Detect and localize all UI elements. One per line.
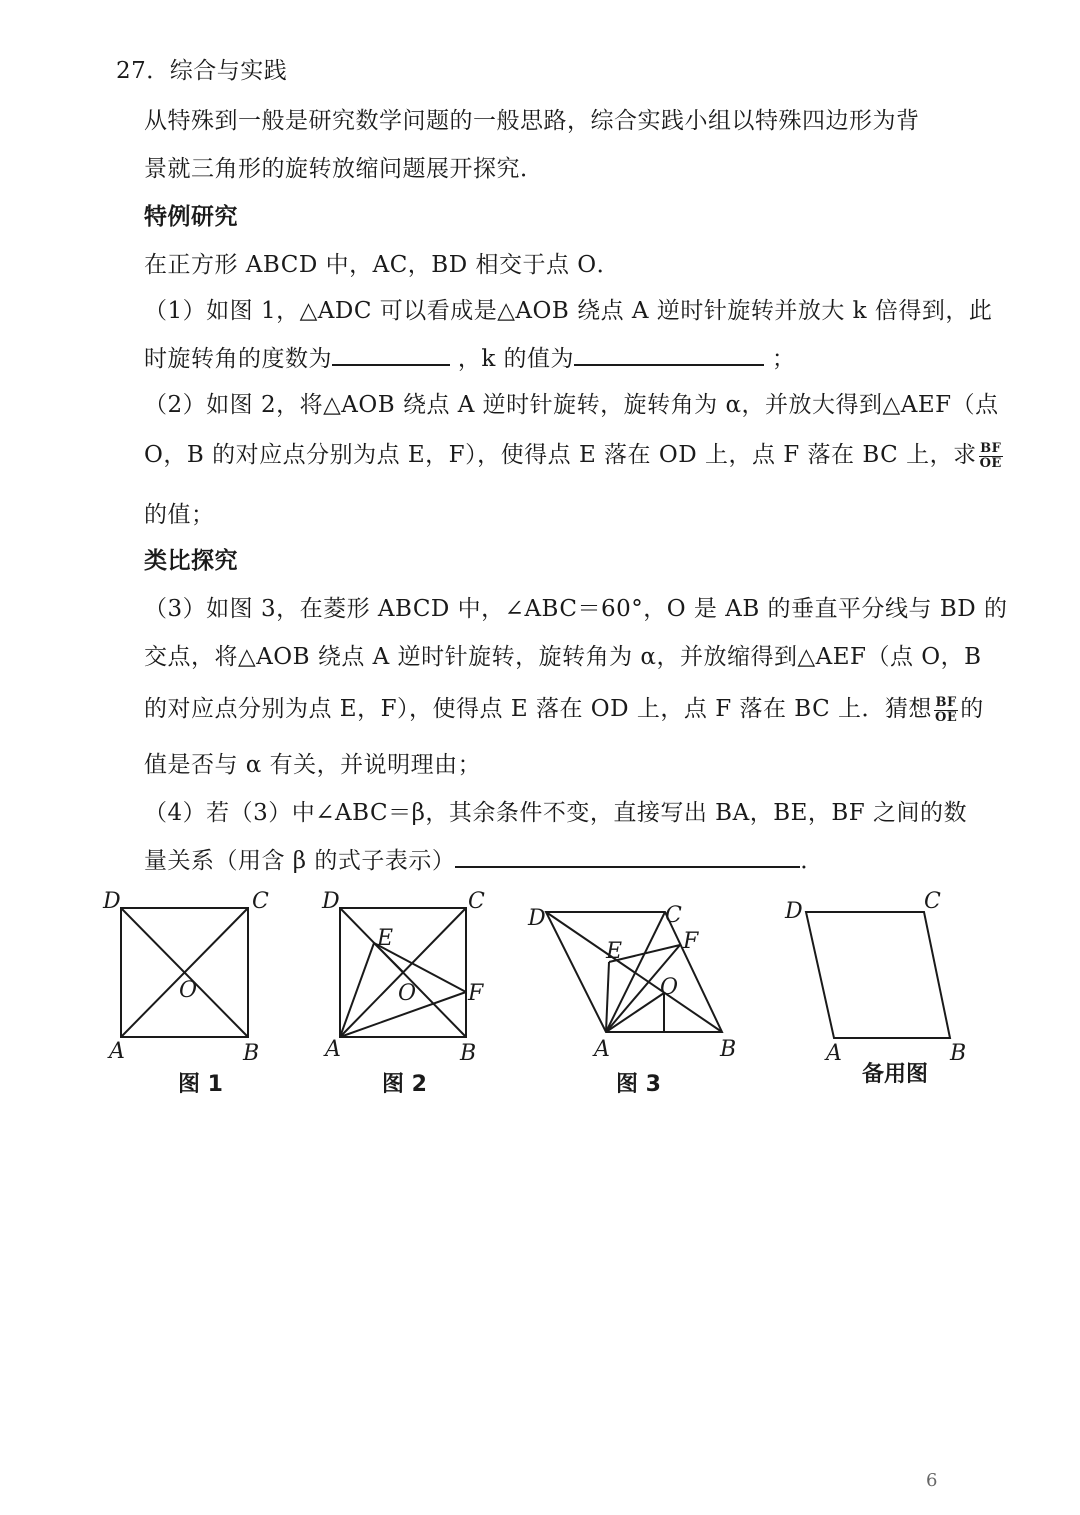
fig3-label-c: C	[665, 903, 682, 928]
fig4-label-d: D	[785, 899, 803, 924]
fig4-caption: 备用图	[862, 1062, 929, 1087]
intro-line-1: 从特殊到一般是研究数学问题的一般思路，综合实践小组以特殊四边形为背	[144, 108, 920, 134]
section-heading-special-case: 特例研究	[144, 203, 238, 230]
section-heading-analogy: 类比探究	[144, 547, 238, 574]
fig4-rhombus-outline	[806, 912, 950, 1038]
fig1-label-b: B	[243, 1041, 260, 1066]
fig2-label-b: B	[460, 1041, 477, 1066]
intro-line-2: 景就三角形的旋转放缩问题展开探究．	[144, 156, 544, 182]
fig1-label-a: A	[109, 1039, 125, 1064]
fig2-segment-ae	[340, 943, 374, 1037]
q3-line-1: （3）如图 3，在菱形 ABCD 中，∠ABC＝60°，O 是 AB 的垂直平分线与 BD 的	[144, 596, 1008, 622]
fig4-label-b: B	[950, 1041, 967, 1066]
q2-line-1: （2）如图 2，将△AOB 绕点 A 逆时针旋转，旋转角为 α，并放大得到△AEF（点	[144, 392, 999, 418]
q3-text-a: 的对应点分别为点 E，F），使得点 E 落在 OD 上，点 F 落在 BC 上．猜想	[144, 696, 933, 722]
figure-4-spare-rhombus	[806, 912, 950, 1038]
q4-text-a: 量关系（用含 β 的式子表示）	[144, 848, 456, 874]
fig2-label-e: E	[377, 926, 394, 951]
fig4-label-a: A	[826, 1041, 842, 1066]
fig3-label-b: B	[720, 1037, 737, 1062]
fig3-label-f: F	[683, 929, 699, 954]
q3-line-4: 值是否与 α 有关，并说明理由；	[144, 752, 482, 778]
fig3-label-e: E	[606, 939, 623, 964]
fig2-label-f: F	[468, 981, 484, 1006]
fig1-label-o: O	[179, 978, 198, 1003]
fig2-caption: 图 2	[382, 1072, 427, 1097]
fig3-label-d: D	[528, 906, 546, 931]
fraction-numerator: BF	[980, 440, 1002, 456]
figure-2-square	[340, 908, 466, 1037]
fig2-label-o: O	[398, 981, 417, 1006]
q1-text-b: ，k 的值为	[457, 346, 575, 372]
q4-text-b: ．	[800, 848, 824, 874]
fig2-label-a: A	[325, 1037, 341, 1062]
q1-line-1: （1）如图 1，△ADC 可以看成是△AOB 绕点 A 逆时针旋转并放大 k 倍得到，此	[144, 298, 993, 324]
q3-line-2: 交点，将△AOB 绕点 A 逆时针旋转，旋转角为 α，并放缩得到△AEF（点 O，B	[144, 644, 982, 670]
fig3-segment-ae	[606, 962, 609, 1032]
fig1-caption: 图 1	[178, 1072, 223, 1097]
fig2-label-c: C	[468, 889, 485, 914]
fig1-label-c: C	[252, 889, 269, 914]
q4-line-1: （4）若（3）中∠ABC＝β，其余条件不变，直接写出 BA，BE，BF 之间的数	[144, 800, 968, 826]
fig2-label-d: D	[322, 889, 340, 914]
q2-line-3: 的值；	[144, 502, 215, 528]
page-number: 6	[926, 1470, 938, 1491]
fraction-numerator-2: BF	[935, 694, 957, 710]
problem-number-title: 27．综合与实践	[116, 58, 288, 84]
fig3-label-o: O	[660, 975, 679, 1000]
q1-text-c: ；	[771, 346, 796, 372]
fraction-denominator-2: OE	[935, 709, 958, 725]
setup-line: 在正方形 ABCD 中，AC，BD 相交于点 O．	[144, 252, 621, 278]
fig4-label-c: C	[924, 889, 941, 914]
q2-text: O，B 的对应点分别为点 E，F），使得点 E 落在 OD 上，点 F 落在 BC 上，求	[144, 442, 977, 468]
fraction-denominator: OE	[979, 455, 1002, 471]
q3-text-b: 的	[960, 696, 984, 722]
figure-1-square	[121, 908, 248, 1037]
fig3-label-a: A	[594, 1037, 610, 1062]
q1-text-a: 时旋转角的度数为	[144, 346, 332, 372]
fig3-caption: 图 3	[616, 1072, 661, 1097]
fig1-label-d: D	[103, 889, 121, 914]
